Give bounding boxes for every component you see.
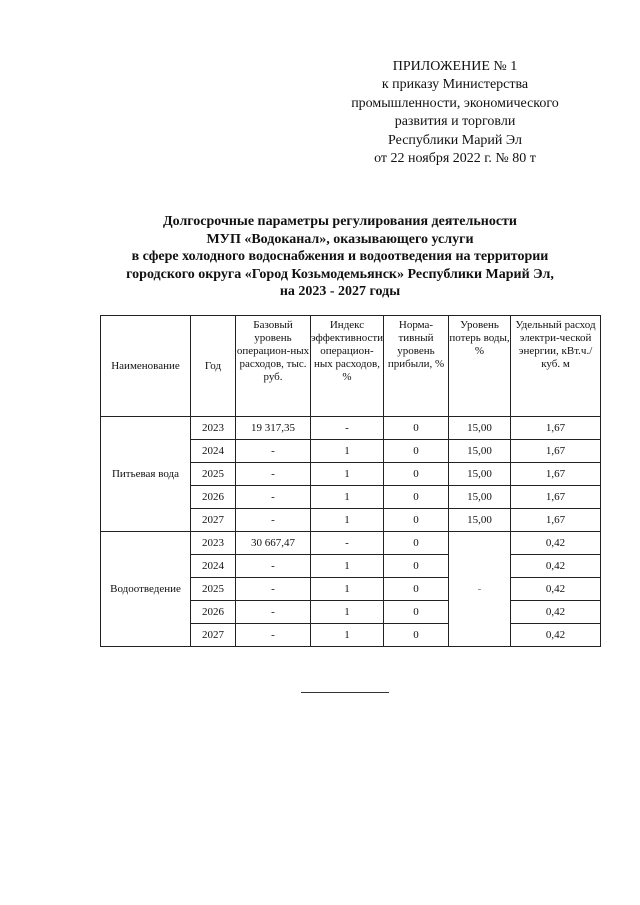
appendix-line: к приказу Министерства [381,77,529,93]
cell-losses: 15,00 [449,440,511,463]
header-profit-level: Норма-тивный уровень прибыли, % [384,316,449,417]
cell-base: - [236,509,311,532]
cell-energy: 1,67 [511,417,601,440]
cell-index: 1 [311,578,384,601]
cell-index: - [311,417,384,440]
cell-base: 19 317,35 [236,417,311,440]
cell-losses: 15,00 [449,463,511,486]
table-row [101,417,601,440]
cell-energy: 1,67 [511,509,601,532]
appendix-line: развития и торговли [394,114,516,130]
cell-year: 2024 [191,555,236,578]
cell-index: 1 [311,509,384,532]
cell-losses-merged: - [449,532,511,647]
appendix-number: ПРИЛОЖЕНИЕ № 1 [392,59,518,74]
header-base-costs: Базовый уровень операцион-ных расходов, тыс. руб. [236,316,311,417]
cell-index: 1 [311,555,384,578]
cell-index: - [311,532,384,555]
cell-index: 1 [311,601,384,624]
cell-energy: 0,42 [511,624,601,647]
appendix-date: от 22 ноября 2022 г. № 80 т [374,151,536,167]
cell-losses: 15,00 [449,509,511,532]
cell-index: 1 [311,486,384,509]
cell-energy: 1,67 [511,440,601,463]
cell-base: - [236,578,311,601]
cell-energy: 0,42 [511,555,601,578]
cell-losses: 15,00 [449,417,511,440]
title-line: МУП «Водоканал», оказывающего услуги [206,231,474,247]
cell-base: - [236,555,311,578]
title-line: на 2023 - 2027 годы [279,284,401,299]
cell-profit: 0 [384,555,449,578]
group-name: Питьевая вода [101,417,191,532]
header-water-losses: Уровень потерь воды, % [449,316,511,417]
cell-energy: 1,67 [511,463,601,486]
cell-profit: 0 [384,624,449,647]
cell-year: 2026 [191,486,236,509]
cell-energy: 0,42 [511,601,601,624]
divider-line [301,692,389,693]
header-name: Наименование [101,316,191,417]
appendix-line: Республики Марий Эл [388,132,522,148]
appendix-header [300,58,610,168]
cell-year: 2025 [191,578,236,601]
cell-profit: 0 [384,463,449,486]
cell-profit: 0 [384,532,449,555]
cell-energy: 0,42 [511,532,601,555]
header-efficiency-index: Индекс эффективности операцион-ных расходов, % [311,316,384,417]
appendix-line: промышленности, экономического [351,95,559,111]
title-line: городского округа «Город Козьмодемьянск» Республики Марий Эл, [126,266,554,282]
cell-year: 2025 [191,463,236,486]
cell-losses: 15,00 [449,486,511,509]
table-header-row [101,316,601,417]
cell-profit: 0 [384,486,449,509]
cell-base: 30 667,47 [236,532,311,555]
parameters-table [100,315,601,647]
cell-energy: 1,67 [511,486,601,509]
cell-year: 2023 [191,417,236,440]
title-line: в сфере холодного водоснабжения и водоотведения на территории [131,249,549,264]
title-line: Долгосрочные параметры регулирования деятельности [163,214,517,229]
cell-year: 2023 [191,532,236,555]
cell-base: - [236,624,311,647]
cell-profit: 0 [384,417,449,440]
cell-profit: 0 [384,578,449,601]
cell-base: - [236,486,311,509]
cell-profit: 0 [384,601,449,624]
cell-index: 1 [311,624,384,647]
header-year: Год [191,316,236,417]
cell-base: - [236,463,311,486]
cell-year: 2027 [191,509,236,532]
cell-profit: 0 [384,440,449,463]
cell-index: 1 [311,440,384,463]
table-row [101,532,601,555]
cell-profit: 0 [384,509,449,532]
header-energy-consumption: Удельный расход электри-ческой энергии, кВт.ч./куб. м [511,316,601,417]
group-name: Водоотведение [101,532,191,647]
cell-index: 1 [311,463,384,486]
cell-year: 2027 [191,624,236,647]
cell-year: 2026 [191,601,236,624]
cell-base: - [236,601,311,624]
document-title [60,213,620,301]
cell-base: - [236,440,311,463]
cell-year: 2024 [191,440,236,463]
cell-energy: 0,42 [511,578,601,601]
